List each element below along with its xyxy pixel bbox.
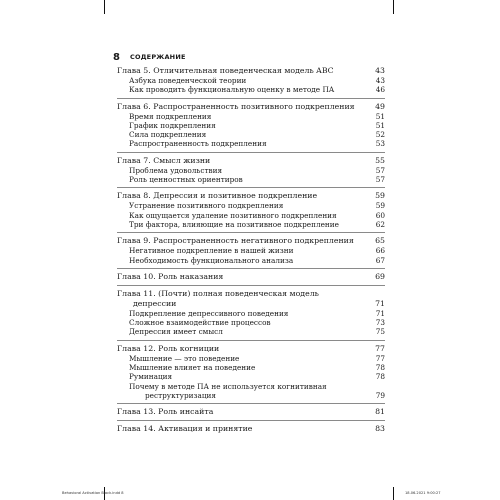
toc-section (117, 112, 385, 121)
toc-section-title: Подкрепление депрессивного поведения (129, 308, 289, 318)
toc-section-title: Сложное взаимодействие процессов (129, 318, 271, 328)
toc-section-title: Как проводить функциональную оценку в методе ПА (129, 85, 335, 95)
page-number: 8 (113, 52, 120, 63)
crop-mark (393, 0, 394, 14)
toc-section (117, 76, 385, 85)
toc-chapter-page: 55 (375, 155, 385, 165)
toc-section-page: 77 (375, 353, 385, 363)
table-of-contents (117, 66, 385, 434)
toc-chapter-title: Глава 9. Распространенность негативного подкрепления (117, 236, 354, 246)
toc-section (117, 211, 385, 220)
toc-chapter-page: 71 (375, 298, 385, 308)
toc-chapter-title-continued: депрессии (133, 298, 177, 308)
toc-section-title: Руминация (129, 372, 173, 382)
toc-section-title: Распространенность подкрепления (129, 139, 267, 149)
running-head: СОДЕРЖАНИЕ (130, 53, 186, 61)
toc-section (117, 382, 385, 401)
toc-section-title: Азбука поведенческой теории (129, 76, 247, 85)
chapter-separator (117, 187, 385, 188)
toc-chapter-title: Глава 7. Смысл жизни (117, 155, 211, 165)
toc-section-page: 62 (375, 219, 385, 229)
toc-section-page: 78 (375, 363, 385, 373)
toc-chapter-page: 59 (375, 191, 385, 201)
toc-section-title-continued: реструктуризация (145, 390, 216, 400)
chapter-separator (117, 232, 385, 233)
toc-section-title: Почему в методе ПА не используется когнитивная (129, 381, 327, 391)
toc-section-page: 71 (375, 308, 385, 318)
toc-chapter-page: 77 (375, 343, 385, 353)
toc-chapter (117, 191, 385, 201)
toc-section-title: Мышление — это поведение (129, 353, 240, 363)
toc-section-page: 67 (375, 255, 385, 265)
chapter-separator (117, 340, 385, 341)
toc-section-title: Негативное подкрепление в нашей жизни (129, 246, 294, 256)
toc-section (117, 175, 385, 184)
toc-section-title: Устранение позитивного подкрепления (129, 201, 284, 211)
toc-chapter-title: Глава 10. Роль наказания (117, 271, 224, 281)
toc-chapter-title: Глава 14. Активация и принятие (117, 424, 253, 434)
toc-section-title: Мышление влияет на поведение (129, 363, 256, 373)
toc-chapter-page: 43 (375, 66, 385, 75)
toc-section-page: 57 (375, 175, 385, 185)
toc-section (117, 318, 385, 327)
toc-section-page: 59 (375, 201, 385, 211)
toc-section-page: 73 (375, 318, 385, 328)
toc-chapter-title: Глава 5. Отличительная поведенческая модель ABC (117, 66, 334, 75)
toc-section-page: 51 (375, 111, 385, 121)
toc-section (117, 220, 385, 229)
toc-section (117, 166, 385, 175)
toc-chapter (117, 236, 385, 246)
toc-section-title: Депрессия имеет смысл (129, 327, 223, 337)
toc-section-page: 78 (375, 372, 385, 382)
toc-section (117, 372, 385, 381)
toc-chapter (117, 424, 385, 434)
toc-section (117, 354, 385, 363)
toc-chapter (117, 272, 385, 282)
toc-section-page: 75 (375, 327, 385, 337)
toc-section-page: 46 (375, 85, 385, 95)
crop-mark (104, 0, 105, 14)
toc-chapter-page: 69 (375, 271, 385, 281)
toc-chapter-title: Глава 6. Распространенность позитивного подкрепления (117, 101, 355, 111)
toc-section (117, 246, 385, 255)
toc-section-page: 51 (375, 120, 385, 130)
toc-section-page: 52 (375, 130, 385, 140)
toc-section (117, 130, 385, 139)
toc-chapter (117, 344, 385, 354)
toc-section (117, 201, 385, 210)
toc-section (117, 139, 385, 148)
chapter-separator (117, 152, 385, 153)
toc-section-title: Три фактора, влияющие на позитивное подкрепление (129, 219, 339, 229)
toc-section-page: 66 (375, 246, 385, 256)
toc-chapter-page: 83 (375, 424, 385, 434)
toc-section (117, 327, 385, 336)
toc-chapter-title: Глава 13. Роль инсайта (117, 407, 214, 417)
footer-timestamp: 18.06.2021 9:00:27 (405, 491, 441, 495)
toc-section (117, 363, 385, 372)
toc-section (117, 309, 385, 318)
footer-file-label: Behavioral Activation Black.indd 8 (62, 491, 124, 495)
toc-chapter (117, 156, 385, 166)
toc-section-page: 79 (375, 390, 385, 400)
toc-chapter-page: 49 (375, 101, 385, 111)
toc-section-title: Роль ценностных ориентиров (129, 175, 243, 185)
toc-chapter-title: Глава 8. Депрессия и позитивное подкрепление (117, 191, 318, 201)
toc-section-title: График подкрепления (129, 120, 216, 130)
toc-section-page: 60 (375, 210, 385, 220)
toc-chapter (117, 407, 385, 417)
toc-chapter-title: Глава 12. Роль когниции (117, 343, 220, 353)
toc-section-title: Проблема удовольствия (129, 165, 223, 175)
toc-section-title: Как ощущается удаление позитивного подкрепления (129, 210, 337, 220)
toc-section-title: Время подкрепления (129, 111, 212, 121)
toc-section-title: Необходимость функционального анализа (129, 255, 294, 265)
chapter-separator (117, 403, 385, 404)
chapter-separator (117, 420, 385, 421)
crop-mark (393, 487, 394, 500)
toc-section-page: 57 (375, 165, 385, 175)
chapter-separator (117, 268, 385, 269)
chapter-separator (117, 285, 385, 286)
toc-section (117, 121, 385, 130)
toc-section (117, 85, 385, 94)
toc-section (117, 256, 385, 265)
toc-section-title: Сила подкрепления (129, 130, 207, 140)
toc-chapter (117, 289, 385, 309)
toc-chapter (117, 102, 385, 112)
toc-chapter-title: Глава 11. (Почти) полная поведенческая модель (117, 288, 319, 298)
toc-section-page: 53 (375, 139, 385, 149)
toc-chapter-page: 65 (375, 236, 385, 246)
toc-section-page: 43 (375, 76, 385, 85)
toc-chapter (117, 66, 385, 76)
toc-chapter-page: 81 (375, 407, 385, 417)
chapter-separator (117, 98, 385, 99)
